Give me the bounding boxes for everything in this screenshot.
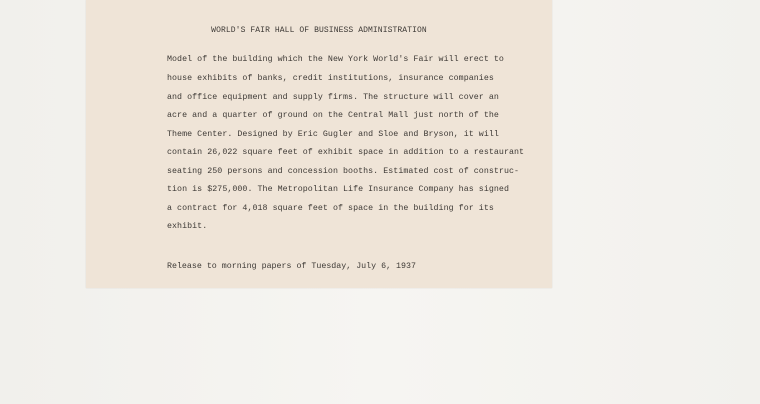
- body-line: contain 26,022 square feet of exhibit space in addition to a restaurant: [167, 148, 525, 157]
- body-line: seating 250 persons and concession booths. Estimated cost of construc-: [167, 167, 520, 176]
- release-note: Release to morning papers of Tuesday, July 6, 1937: [167, 262, 416, 271]
- body-line: Model of the building which the New York World's Fair will erect to: [167, 55, 504, 64]
- document-title: WORLD'S FAIR HALL OF BUSINESS ADMINISTRATION: [211, 26, 427, 35]
- body-line: tion is $275,000. The Metropolitan Life Insurance Company has signed: [167, 185, 509, 194]
- body-line: a contract for 4,018 square feet of space in the building for its: [167, 204, 494, 213]
- body-line: house exhibits of banks, credit institutions, insurance companies: [167, 74, 494, 83]
- body-line: and office equipment and supply firms. The structure will cover an: [167, 93, 499, 102]
- body-line: Theme Center. Designed by Eric Gugler and Sloe and Bryson, it will: [167, 130, 499, 139]
- press-release-card: [86, 0, 552, 288]
- body-line: acre and a quarter of ground on the Central Mall just north of the: [167, 111, 499, 120]
- body-line: exhibit.: [167, 222, 208, 231]
